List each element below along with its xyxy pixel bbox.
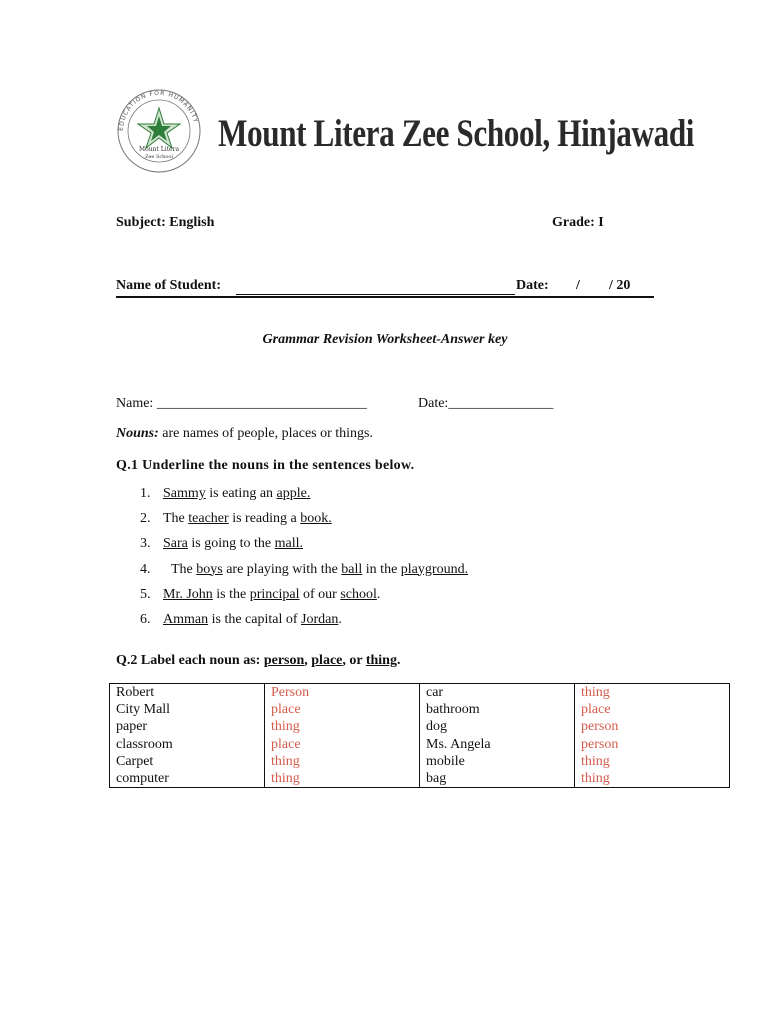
fill-date[interactable]: Date:_______________ (418, 396, 554, 411)
q1-item-text (163, 587, 380, 603)
noun-label-table (109, 683, 730, 788)
worksheet-title: Grammar Revision Worksheet-Answer key (262, 332, 508, 347)
underlined-noun: principal (249, 586, 300, 602)
noun-cell: paper (110, 718, 265, 735)
sentence-fragment: . (338, 611, 342, 627)
underlined-noun: mall. (274, 536, 304, 552)
answer-cell: thing (265, 753, 420, 770)
underlined-noun: ball (341, 561, 363, 577)
answer-cell: thing (265, 718, 420, 735)
q1-item-text (163, 511, 332, 527)
noun-cell: bag (420, 770, 575, 788)
q1-item (118, 562, 618, 587)
logo-line1: Mount Litera (138, 146, 180, 153)
category-keyword: place (311, 653, 343, 668)
answer-cell: thing (575, 684, 730, 702)
category-keyword: thing (365, 653, 397, 668)
header-divider (116, 296, 654, 298)
underlined-noun: teacher (188, 511, 229, 527)
subject-label: Subject: English (116, 215, 215, 230)
date-label: Date: (516, 278, 549, 293)
underlined-noun: Sara (163, 536, 188, 552)
underlined-noun: Amman (163, 611, 209, 627)
school-emblem-icon (116, 88, 202, 174)
sentence-fragment: is the (212, 586, 250, 602)
table-row (110, 736, 730, 753)
answer-cell: place (265, 701, 420, 718)
answer-cell: thing (575, 753, 730, 770)
table-row (110, 701, 730, 718)
underlined-noun: book. (300, 511, 332, 527)
underlined-noun: boys (196, 561, 223, 577)
logo-line2: Zee School (144, 154, 174, 160)
date-slash: / (576, 278, 580, 293)
underlined-noun: playground. (400, 561, 469, 577)
q1-item (118, 612, 618, 637)
noun-cell: Robert (110, 684, 265, 702)
q1-item-text (163, 612, 342, 628)
q1-item-number: 2. (140, 511, 151, 527)
answer-cell: person (575, 718, 730, 735)
noun-cell: Ms. Angela (420, 736, 575, 753)
noun-cell: City Mall (110, 701, 265, 718)
answer-cell: Person (265, 684, 420, 702)
school-logo (116, 88, 202, 174)
sentence-fragment: of our (299, 586, 341, 602)
heading-fragment: . (396, 653, 401, 668)
q1-item-number: 3. (140, 536, 151, 552)
sentence-fragment: is the capital of (208, 611, 302, 627)
noun-cell: car (420, 684, 575, 702)
noun-cell: mobile (420, 753, 575, 770)
noun-cell: bathroom (420, 701, 575, 718)
heading-fragment: , or (342, 653, 366, 668)
noun-cell: Carpet (110, 753, 265, 770)
answer-cell: person (575, 736, 730, 753)
underlined-noun: apple. (276, 486, 311, 501)
sentence-fragment: is eating an (205, 486, 277, 501)
answer-cell: thing (265, 770, 420, 788)
q1-item-text (163, 486, 310, 502)
logo-ring-text: EDUCATION FOR HUMANITY (117, 89, 200, 132)
q1-item-number: 6. (140, 611, 151, 627)
sentence-fragment: . (376, 586, 381, 602)
student-name-label: Name of Student: (116, 278, 221, 293)
q1-item-text (171, 562, 468, 578)
school-title: Mount Litera Zee School, Hinjawadi (218, 112, 695, 155)
grade-label: Grade: I (552, 215, 604, 230)
q1-sentence-list (118, 486, 618, 637)
answer-cell: thing (575, 770, 730, 788)
noun-cell: computer (110, 770, 265, 788)
category-keyword: person (263, 653, 305, 668)
noun-cell: dog (420, 718, 575, 735)
definition-text: are names of people, places or things. (158, 426, 374, 441)
date-year: / 20 (609, 278, 631, 293)
table-row (110, 684, 730, 702)
table-row (110, 753, 730, 770)
underlined-noun: Jordan (301, 611, 339, 627)
table-row (110, 718, 730, 735)
sentence-fragment: is reading a (228, 511, 301, 527)
noun-cell: classroom (110, 736, 265, 753)
q1-item (118, 486, 618, 511)
q1-heading: Q.1 Underline the nouns in the sentences below. (116, 458, 415, 473)
sentence-fragment: The (171, 561, 197, 577)
fill-name[interactable]: Name: ______________________________ (116, 396, 367, 411)
q1-item (118, 511, 618, 536)
q1-item (118, 536, 618, 561)
underlined-noun: Mr. John (163, 586, 213, 602)
q1-item (118, 587, 618, 612)
answer-cell: place (265, 736, 420, 753)
underlined-noun: school (340, 586, 377, 602)
heading-fragment: Q.2 Label each noun as: (116, 653, 264, 668)
q2-heading (116, 653, 400, 669)
heading-fragment: , (304, 653, 312, 668)
noun-definition (116, 426, 373, 442)
q1-item-text (163, 536, 303, 552)
sentence-fragment: The (163, 511, 189, 527)
sentence-fragment: are playing with the (222, 561, 342, 577)
table-row (110, 770, 730, 788)
definition-term: Nouns: (116, 426, 159, 441)
q1-item-number: 4. (140, 561, 151, 577)
student-name-field[interactable] (236, 294, 515, 295)
answer-cell: place (575, 701, 730, 718)
sentence-fragment: is going to the (187, 536, 275, 552)
q1-item-number: 5. (140, 586, 151, 602)
sentence-fragment: in the (362, 561, 401, 577)
q1-item-number: 1. (140, 486, 151, 501)
underlined-noun: Sammy (163, 486, 206, 501)
